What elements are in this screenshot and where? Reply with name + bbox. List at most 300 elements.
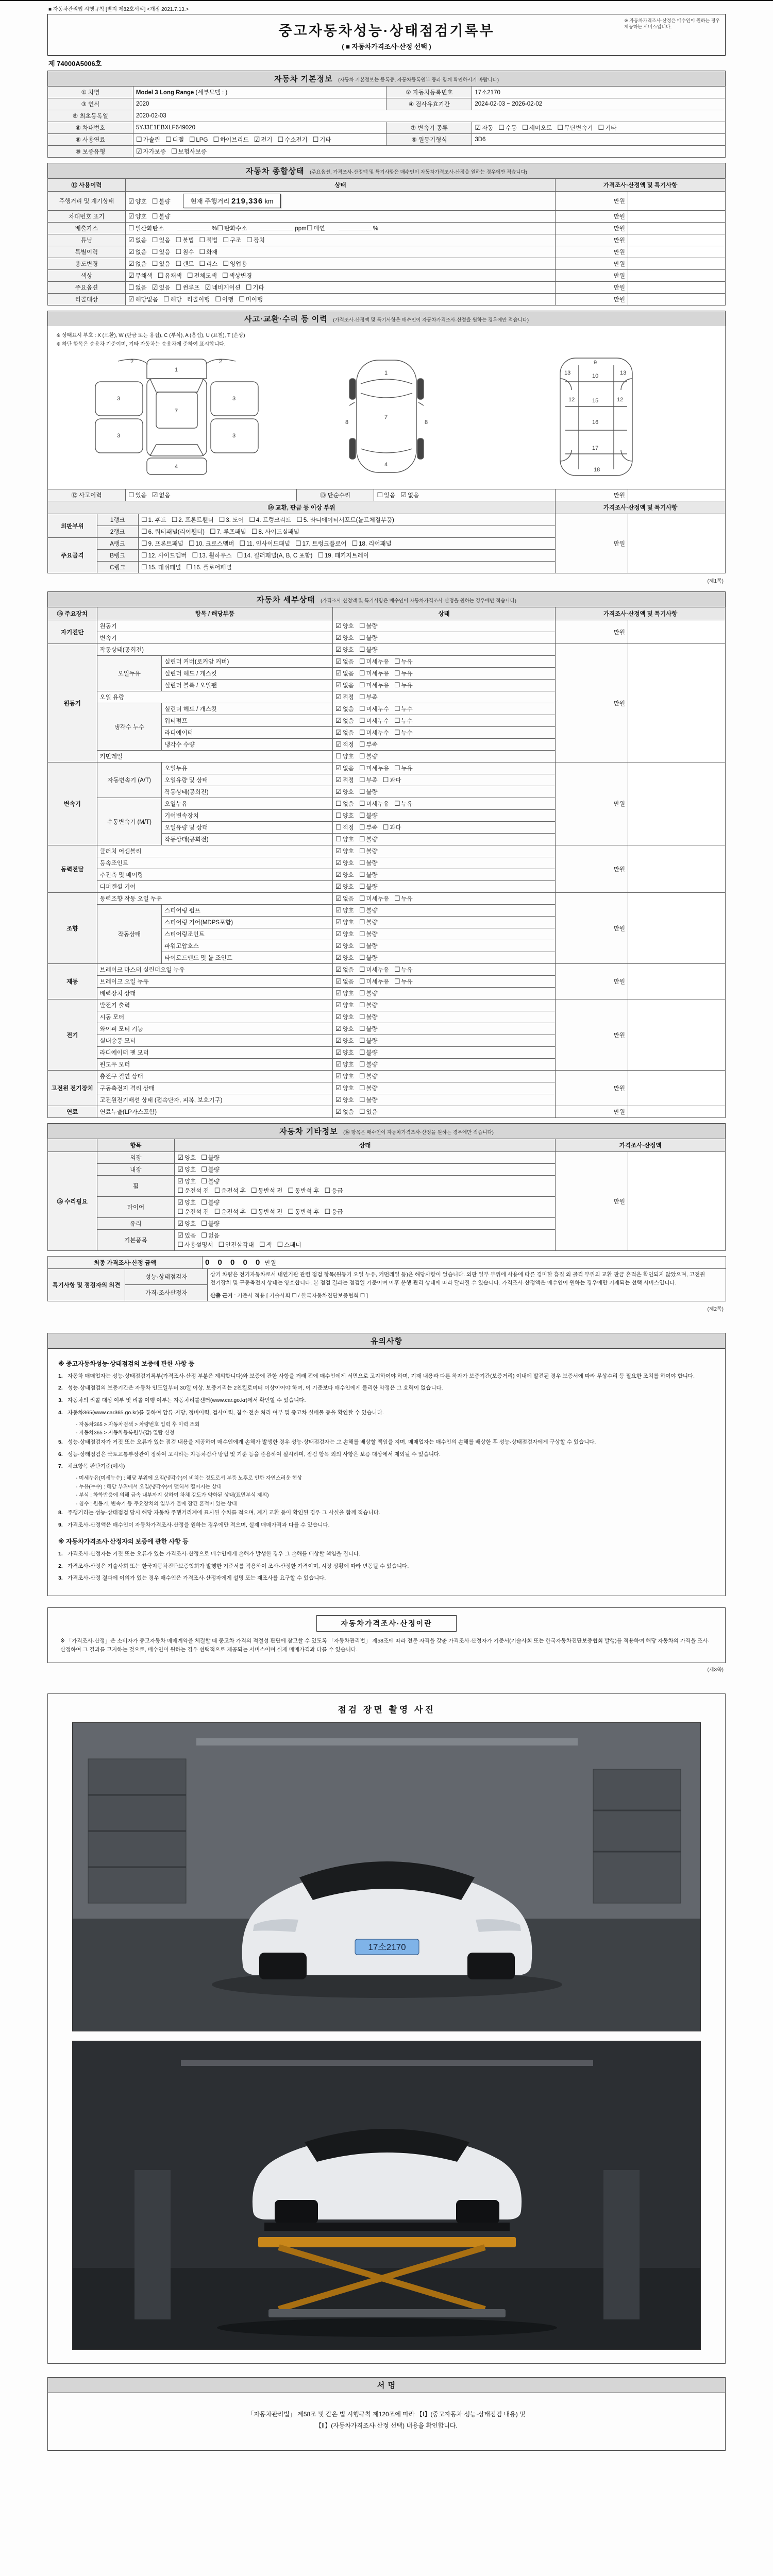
checkbox-checked-icon: ☑: [335, 1096, 342, 1104]
checkbox-option[interactable]: ☑ 없음: [335, 705, 354, 713]
notice-subitem: - 자동차365 > 자동차검색 > 차량번호 입력 후 이력 조회: [76, 1421, 200, 1428]
checkbox-checked-icon: ☑: [152, 491, 158, 499]
checkbox-option[interactable]: ☐ 잭: [259, 1241, 272, 1248]
checkbox-option[interactable]: ☐ 색상변경: [222, 272, 252, 279]
svg-text:3: 3: [232, 396, 236, 402]
simple-repair-label: ⑬ 단순수리: [296, 489, 374, 501]
checkbox-icon: ☐: [359, 1037, 365, 1044]
checkbox-option[interactable]: ☐ 불량: [359, 1084, 378, 1092]
checkbox-option[interactable]: ☐ 운전석 전: [177, 1187, 209, 1194]
checkbox-option[interactable]: ☐ 불량: [359, 811, 378, 819]
checkbox-checked-icon: ☑: [335, 1048, 342, 1056]
checkbox-icon: ☐: [359, 622, 365, 630]
checkbox-option[interactable]: ☐ 기타: [245, 283, 264, 291]
checkbox-option[interactable]: ☐ 5. 라디에이터서포트(볼트체결부품): [296, 516, 394, 523]
checkbox-option[interactable]: ☐ 누유: [394, 764, 413, 772]
checkbox-option[interactable]: ☐ 없음: [335, 800, 354, 807]
checkbox-option[interactable]: ☑ 양호: [335, 1037, 354, 1044]
checkbox-option[interactable]: ☑ 없음: [335, 977, 354, 985]
checkbox-icon: ☐: [199, 248, 206, 256]
checkbox-option[interactable]: ☐ 양호: [335, 835, 354, 843]
checkbox-option[interactable]: ☑ 양호: [335, 1001, 354, 1009]
checkbox-option[interactable]: ☑ 무채색: [128, 272, 153, 279]
checkbox-option[interactable]: ☐ 기타: [598, 124, 617, 131]
checkbox-option[interactable]: ☐ 누유: [394, 669, 413, 677]
checkbox-option[interactable]: ☑ 없음: [335, 657, 354, 665]
price-cell: 만원: [556, 294, 628, 306]
notice-item-number: 4.: [58, 1409, 63, 1416]
checkbox-option[interactable]: ☐ 미이행: [239, 295, 263, 303]
checkbox-option[interactable]: ☐ 있음: [152, 260, 171, 267]
checkbox-icon: ☐: [498, 124, 505, 131]
checkbox-option[interactable]: ☑ 양호: [177, 1154, 196, 1161]
checkbox-option[interactable]: ☐ 불량: [152, 197, 171, 205]
checkbox-option[interactable]: ☐ 불량: [152, 212, 171, 220]
checkbox-option[interactable]: ☐ 부족: [359, 823, 378, 831]
notice-item-number: 2.: [58, 1385, 63, 1392]
checkbox-option[interactable]: ☑ 양호: [335, 1072, 354, 1080]
checkbox-checked-icon: ☑: [128, 260, 135, 267]
checkbox-option[interactable]: ☑ 양호: [335, 1048, 354, 1056]
state-cell: [332, 881, 555, 893]
checkbox-icon: ☐: [335, 835, 342, 843]
checkbox-option[interactable]: ☑ 양호: [128, 197, 147, 205]
checkbox-option[interactable]: ☑ 양호: [177, 1198, 196, 1206]
inspection-photo-front-image: [73, 1723, 700, 2031]
checkbox-option[interactable]: ☐ 13. 휠하우스: [192, 551, 232, 559]
checkbox-option[interactable]: ☐ 불량: [359, 634, 378, 641]
state-cell: [332, 834, 555, 845]
checkbox-option[interactable]: ☑ 양호: [335, 622, 354, 630]
notice-item-text: 자동차의 리콜 대상 여부 및 리콜 이행 여부는 자동차리콜센터(www.car.go.kr)에서 확인할 수 있습니다.: [68, 1397, 306, 1404]
checkbox-option[interactable]: ☐ 불량: [201, 1198, 220, 1206]
checkbox-icon: ☐: [237, 551, 243, 559]
checkbox-option[interactable]: ☐ 부족: [359, 740, 378, 748]
col-price: 가격조사·산정액 및 특기사항: [556, 607, 726, 620]
rank-items: [138, 514, 555, 526]
usage-item-label: 차대번호 표기: [48, 211, 126, 223]
checkbox-icon: ☐: [187, 272, 193, 279]
checkbox-option[interactable]: ☐ 누유: [394, 657, 413, 665]
checkbox-option[interactable]: ☑ 양호: [177, 1177, 196, 1185]
checkbox-icon: ☐: [359, 989, 365, 997]
checkbox-option[interactable]: ☐ 불량: [201, 1165, 220, 1173]
note-cell: [628, 644, 725, 762]
checkbox-option[interactable]: ☐ 썬루프: [175, 283, 200, 291]
checkbox-option[interactable]: ☑ 양호: [335, 918, 354, 926]
checkbox-option[interactable]: ☐ 미세누유: [359, 764, 389, 772]
checkbox-option[interactable]: ☐ 운전석 전: [177, 1208, 209, 1215]
checkbox-option[interactable]: ☐ 누유: [394, 800, 413, 807]
price-cell: 만원: [556, 489, 628, 501]
checkbox-option[interactable]: ☐ 리스: [199, 260, 218, 267]
checkbox-option[interactable]: ☑ 양호: [177, 1219, 196, 1227]
detail-state-table: [47, 607, 726, 1118]
checkbox-option[interactable]: ☐ 19. 패키지트레이: [317, 551, 369, 559]
checkbox-option[interactable]: ☐ LPG: [189, 135, 208, 143]
input-blank[interactable]: [177, 224, 210, 230]
checkbox-icon: ☐: [359, 1060, 365, 1068]
first-reg-label: ⑤ 최초등록일: [48, 110, 133, 122]
checkbox-option[interactable]: ☐ 사용설명서: [177, 1241, 213, 1248]
notice-item-number: 1.: [58, 1550, 63, 1557]
checkbox-option[interactable]: ☐ 불법: [175, 236, 194, 244]
checkbox-option[interactable]: ☐ 있음: [128, 491, 147, 499]
item-label: 오일 유량: [97, 691, 332, 703]
checkbox-option[interactable]: ☐ 불량: [359, 1072, 378, 1080]
checkbox-option[interactable]: ☐ 불량: [359, 883, 378, 890]
checkbox-option[interactable]: ☐ 있음: [152, 236, 171, 244]
checkbox-option[interactable]: ☐ 있음: [359, 1108, 378, 1115]
checkbox-option[interactable]: ☐ 불량: [359, 871, 378, 878]
checkbox-option[interactable]: ☐ 불량: [359, 930, 378, 938]
checkbox-option[interactable]: ☐ 미세누유: [359, 681, 389, 689]
checkbox-option[interactable]: ☑ 양호: [335, 883, 354, 890]
checkbox-option[interactable]: ☑ 있음: [152, 283, 171, 291]
checkbox-icon: ☐: [163, 295, 170, 303]
device-group-label: 자기진단: [48, 620, 97, 644]
checkbox-option[interactable]: ☑ 양호: [335, 634, 354, 641]
checkbox-option[interactable]: ☐ 불량: [201, 1154, 220, 1161]
checkbox-option[interactable]: ☐ 매연: [306, 224, 325, 232]
note-cell: [628, 1106, 725, 1118]
item-label: 추진축 및 베어링: [97, 869, 332, 881]
checkbox-option[interactable]: ☐ 양호: [335, 752, 354, 760]
checkbox-option[interactable]: ☑ 없음: [335, 717, 354, 724]
checkbox-option[interactable]: ☐ 불량: [359, 1096, 378, 1104]
checkbox-icon: ☐: [157, 272, 164, 279]
table-row: [48, 122, 726, 134]
item-label: 등속조인트: [97, 857, 332, 869]
checkbox-option[interactable]: ☐ 불량: [359, 1025, 378, 1032]
checkbox-option[interactable]: ☐ 불량: [359, 1048, 378, 1056]
checkbox-checked-icon: ☑: [475, 124, 481, 131]
checkbox-option[interactable]: ☐ 누유: [394, 894, 413, 902]
checkbox-option[interactable]: ☐ 미세누유: [359, 657, 389, 665]
checkbox-icon: ☐: [335, 752, 342, 760]
checkbox-icon: ☐: [394, 977, 400, 985]
table-row: [48, 110, 726, 122]
checkbox-option[interactable]: ☐ 누수: [394, 728, 413, 736]
checkbox-icon: ☐: [359, 835, 365, 843]
checkbox-option[interactable]: ☑ 양호: [335, 1060, 354, 1068]
checkbox-option[interactable]: ☐ 불량: [359, 906, 378, 914]
checkbox-icon: ☐: [215, 295, 221, 303]
checkbox-option[interactable]: ☑ 없음: [128, 248, 147, 256]
inspection-value: 2024-02-03 ~ 2026-02-02: [472, 98, 726, 110]
checkbox-option[interactable]: ☐ 누수: [394, 705, 413, 713]
checkbox-option[interactable]: ☑ 양호: [335, 1084, 354, 1092]
checkbox-option[interactable]: ☐ 미세누유: [359, 894, 389, 902]
plate-label: ② 자동차등록번호: [386, 87, 472, 98]
checkbox-option[interactable]: ☑ 네비게이션: [205, 283, 241, 291]
etc-item-label: 기본품목: [97, 1230, 175, 1251]
checkbox-option[interactable]: ☐ 응급: [324, 1208, 343, 1215]
checkbox-option[interactable]: ☑ 없음: [128, 236, 147, 244]
checkbox-option[interactable]: ☐ 불량: [359, 954, 378, 961]
transmission-label: ⑦ 변속기 종류: [386, 122, 472, 134]
checkbox-option[interactable]: ☑ 양호: [335, 942, 354, 950]
checkbox-option[interactable]: ☐ 불량: [359, 1060, 378, 1068]
checkbox-option[interactable]: ☐ 보험사보증: [171, 147, 207, 155]
unit-label: ppm: [295, 226, 307, 232]
checkbox-option[interactable]: ☑ 양호: [177, 1165, 196, 1173]
checkbox-option[interactable]: ☐ 부족: [359, 776, 378, 784]
svg-text:7: 7: [175, 408, 178, 414]
checkbox-option[interactable]: ☐ 안전삼각대: [218, 1241, 254, 1248]
checkbox-option[interactable]: ☐ 16. 플로어패널: [186, 563, 232, 571]
item-label: 타이로드엔드 및 볼 조인트: [162, 952, 333, 964]
checkbox-option[interactable]: ☐ 미세누수: [359, 717, 389, 724]
subgroup-label: 냉각수 누수: [97, 703, 162, 751]
checkbox-option[interactable]: ☐ 있음: [152, 248, 171, 256]
item-label: 구동축전지 격리 상태: [97, 1082, 332, 1094]
checkbox-option[interactable]: ☐ 불량: [359, 1013, 378, 1021]
item-label: 변속기: [97, 632, 332, 644]
section-accident-note: (가격조사·산정액 및 특기사항은 매수인이 자동차가격조사·산정을 원하는 경우에만 적습니다): [333, 317, 529, 323]
state-cell: [175, 1230, 556, 1251]
checkbox-option[interactable]: ☑ 양호: [335, 646, 354, 653]
notice-item-number: 9.: [58, 1521, 63, 1528]
checkbox-option[interactable]: ☑ 있음: [177, 1231, 196, 1239]
checkbox-option[interactable]: ☐ 8. 사이드실패널: [251, 528, 299, 535]
checkbox-option[interactable]: ☐ 누유: [394, 977, 413, 985]
checkbox-checked-icon: ☑: [335, 681, 342, 689]
checkbox-option[interactable]: ☐ 불량: [201, 1177, 220, 1185]
checkbox-option[interactable]: ☐ 운전석 후: [214, 1208, 246, 1215]
checkbox-option[interactable]: ☐ 수동: [498, 124, 517, 131]
checkbox-option[interactable]: ☐ 있음: [377, 491, 396, 499]
note-cell: [628, 234, 725, 246]
price-cell: 만원: [556, 234, 628, 246]
checkbox-icon: ☐: [382, 776, 389, 784]
checkbox-option[interactable]: ☐ 동반석 전: [250, 1208, 283, 1215]
usage-item-label: 색상: [48, 270, 126, 282]
checkbox-option[interactable]: ☐ 탄화수소: [217, 224, 247, 232]
checkbox-option[interactable]: ☐ 구조: [223, 236, 242, 244]
checkbox-option[interactable]: ☑ 양호: [335, 1013, 354, 1021]
checkbox-option[interactable]: ☐ 누유: [394, 681, 413, 689]
checkbox-option[interactable]: ☐ 불량: [359, 835, 378, 843]
overall-state-table: [47, 178, 726, 306]
subgroup-label: 자동변속기 (A/T): [97, 762, 162, 798]
checkbox-icon: ☐: [245, 283, 252, 291]
item-label: 브레이크 마스터 실린더오일 누유: [97, 964, 332, 976]
signature-line-1: 「자동차관리법」 제58조 및 같은 법 시행규칙 제120조에 따라 【Ⅰ】(중고자동차 성능·상태점검 내용) 및: [247, 2410, 526, 2418]
checkbox-option[interactable]: ☑ 없음: [335, 965, 354, 973]
checkbox-option[interactable]: ☐ 7. 루프패널: [209, 528, 246, 535]
item-label: 발전기 출력: [97, 999, 332, 1011]
input-blank[interactable]: [260, 224, 293, 230]
checkbox-option[interactable]: ☐ 불량: [359, 1037, 378, 1044]
checkbox-option[interactable]: ☐ 3. 도어: [219, 516, 244, 523]
checkbox-option[interactable]: ☐ 세미오토: [522, 124, 552, 131]
checkbox-option[interactable]: ☑ 없음: [335, 1108, 354, 1115]
checkbox-option[interactable]: ☐ 화재: [199, 248, 218, 256]
checkbox-option[interactable]: ☐ 15. 대쉬패널: [141, 563, 181, 571]
checkbox-option[interactable]: ☐ 운전석 후: [214, 1187, 246, 1194]
checkbox-option[interactable]: ☐ 미세누수: [359, 728, 389, 736]
checkbox-option[interactable]: ☐ 불량: [359, 646, 378, 653]
checkbox-option[interactable]: ☐ 과다: [382, 776, 401, 784]
notice-subtitle: ※ 중고자동차성능·상태점검의 보증에 관한 사항 등: [58, 1360, 195, 1367]
checkbox-option[interactable]: ☐ 누수: [394, 717, 413, 724]
checkbox-option[interactable]: ☐ 미세누유: [359, 800, 389, 807]
checkbox-option[interactable]: ☑ 해당없음: [128, 295, 158, 303]
checkbox-option[interactable]: ☐ 미세누유: [359, 965, 389, 973]
checkbox-option[interactable]: ☑ 없음: [335, 669, 354, 677]
checkbox-option[interactable]: ☐ 유채색: [157, 272, 182, 279]
checkbox-option[interactable]: ☐ 없음: [201, 1231, 220, 1239]
input-blank[interactable]: [339, 224, 372, 230]
item-label: 작동상태(공회전): [162, 786, 333, 798]
checkbox-option[interactable]: ☐ 불량: [359, 989, 378, 997]
checkbox-option[interactable]: ☐ 불량: [359, 859, 378, 867]
checkbox-option[interactable]: ☑ 양호: [335, 930, 354, 938]
price-cell: 만원: [556, 1106, 628, 1118]
checkbox-icon: ☐: [359, 740, 365, 748]
checkbox-option[interactable]: ☐ 불량: [359, 847, 378, 855]
notice-item: [58, 1384, 715, 1393]
checkbox-option[interactable]: ☐ 14. 필러패널(A, B, C 포함): [237, 551, 313, 559]
item-label: 윈도우 모터: [97, 1059, 332, 1071]
detail-row: [48, 620, 726, 632]
checkbox-option[interactable]: ☐ 이행: [215, 295, 234, 303]
checkbox-option[interactable]: ☐ 9. 프론트패널: [141, 539, 183, 547]
checkbox-option[interactable]: ☐ 하이브리드: [213, 135, 249, 143]
item-label: 커먼레일: [97, 751, 332, 762]
detail-row: [48, 762, 726, 774]
checkbox-option[interactable]: ☐ 침수: [175, 248, 194, 256]
svg-text:9: 9: [594, 360, 597, 366]
checkbox-option[interactable]: ☑ 적정: [335, 740, 354, 748]
simple-repair-options: [374, 489, 556, 501]
checkbox-option[interactable]: ☐ 응급: [324, 1187, 343, 1194]
checkbox-option[interactable]: ☐ 17. 트렁크플로어: [295, 539, 347, 547]
checkbox-option[interactable]: ☑ 양호: [128, 212, 147, 220]
checkbox-option[interactable]: ☐ 불량: [359, 788, 378, 795]
checkbox-option[interactable]: ☑ 전기: [254, 135, 273, 143]
checkbox-option[interactable]: ☐ 10. 크로스멤버: [188, 539, 234, 547]
checkbox-icon: ☐: [359, 1072, 365, 1080]
checkbox-option[interactable]: ☑ 양호: [335, 871, 354, 878]
checkbox-option[interactable]: ☐ 불량: [359, 1001, 378, 1009]
checkbox-option[interactable]: ☑ 양호: [335, 1096, 354, 1104]
checkbox-option[interactable]: ☐ 불량: [201, 1219, 220, 1227]
checkbox-option[interactable]: ☐ 전체도색: [187, 272, 217, 279]
plate-value: 17소2170: [472, 87, 726, 98]
checkbox-option[interactable]: ☑ 없음: [335, 764, 354, 772]
checkbox-option[interactable]: ☐ 6. 쿼터패널(리어휀더): [141, 528, 205, 535]
checkbox-icon: ☐: [222, 272, 228, 279]
checkbox-option[interactable]: ☑ 양호: [335, 989, 354, 997]
checkbox-option[interactable]: ☐ 적정: [335, 823, 354, 831]
checkbox-option[interactable]: ☑ 양호: [335, 906, 354, 914]
checkbox-option[interactable]: ☐ 11. 인사이드패널: [239, 539, 290, 547]
checkbox-option[interactable]: ☑ 없음: [335, 894, 354, 902]
checkbox-option[interactable]: ☑ 자동: [475, 124, 494, 131]
checkbox-option[interactable]: ☐ 렌트: [175, 260, 194, 267]
checkbox-option[interactable]: ☐ 불량: [359, 622, 378, 630]
checkbox-option[interactable]: ☐ 일산화탄소: [128, 224, 164, 232]
opinion-text: 상기 차량은 전기자동차로서 내연기관 관련 점검 항목(원동기 오일 누유, 커먼레일 등)은 해당사항이 없습니다. 외판 일부 부위에 사용에 따른 경미한 흠집 외 골격 부위의 교환·판금 흔적은 확인되지 않았으며, 고전원 전기장치 및 구동축전지 상태는 양호합니다. 본 점검 결과는 점검일 기준이며 이후 운행·관리 상태에 따라 달라질 수 있습니다. 가격조사·산정액은 매수인이 원하는 경우에만 기재되는 선택 서비스입니다.: [210, 1272, 705, 1286]
checkbox-option[interactable]: ☑ 없음: [335, 681, 354, 689]
signature-line-2: 【Ⅱ】(자동차가격조사·산정 선택) 내용을 확인합니다.: [315, 2422, 458, 2430]
checkbox-option[interactable]: ☐ 장치: [246, 236, 265, 244]
checkbox-option[interactable]: ☑ 양호: [335, 847, 354, 855]
device-group-label: 전기: [48, 999, 97, 1071]
usage-history-row: [48, 282, 726, 294]
checkbox-icon: ☐: [394, 717, 400, 724]
checkbox-option[interactable]: ☐ 1. 후드: [141, 516, 166, 523]
checkbox-option[interactable]: ☑ 양호: [335, 954, 354, 961]
checkbox-checked-icon: ☑: [128, 295, 135, 303]
checkbox-option[interactable]: ☐ 디젤: [165, 135, 184, 143]
state-cell: [332, 917, 555, 928]
checkbox-option[interactable]: ☐ 기타: [312, 135, 331, 143]
checkbox-option[interactable]: ☐ 불량: [359, 752, 378, 760]
checkbox-option[interactable]: ☐ 동반석 후: [288, 1187, 320, 1194]
page-group-1: [47, 71, 726, 573]
item-label: 오일누유: [162, 762, 333, 774]
checkbox-option[interactable]: ☐ 2. 프론트휀더: [171, 516, 214, 523]
checkbox-option[interactable]: ☑ 없음: [400, 491, 419, 499]
checkbox-option[interactable]: ☐ 불량: [359, 918, 378, 926]
checkbox-option[interactable]: ☐ 없음: [128, 283, 147, 291]
checkbox-icon: ☐: [359, 764, 365, 772]
device-group-label: 고전원 전기장치: [48, 1071, 97, 1106]
checkbox-option[interactable]: ☑ 없음: [335, 728, 354, 736]
checkbox-option[interactable]: ☑ 없음: [128, 260, 147, 267]
checkbox-option[interactable]: ☐ 미세누수: [359, 705, 389, 713]
checkbox-option[interactable]: ☐ 미세누유: [359, 669, 389, 677]
checkbox-option[interactable]: ☐ 누유: [394, 965, 413, 973]
section-basic-title: 자동차 기본정보: [274, 75, 333, 83]
checkbox-option[interactable]: ☐ 과다: [382, 823, 401, 831]
checkbox-option[interactable]: ☑ 양호: [335, 788, 354, 795]
checkbox-option[interactable]: ☐ 미세누유: [359, 977, 389, 985]
checkbox-option[interactable]: ☑ 적정: [335, 776, 354, 784]
checkbox-option[interactable]: ☐ 동반석 후: [288, 1208, 320, 1215]
item-label: 실린더 헤드 / 개스킷: [162, 703, 333, 715]
checkbox-option[interactable]: ☐ 적법: [199, 236, 218, 244]
checkbox-option[interactable]: ☐ 무단변속기: [557, 124, 593, 131]
checkbox-option[interactable]: ☑ 양호: [335, 1025, 354, 1032]
checkbox-icon: ☐: [177, 1187, 183, 1194]
checkbox-option[interactable]: ☐ 동반석 전: [250, 1187, 283, 1194]
checkbox-option[interactable]: ☐ 불량: [359, 942, 378, 950]
checkbox-option[interactable]: ☐ 가솔린: [136, 135, 160, 143]
col-price: 가격조사·산정액 및 특기사항: [556, 179, 726, 192]
checkbox-option[interactable]: ☑ 양호: [335, 859, 354, 867]
checkbox-option[interactable]: ☐ 영업용: [223, 260, 247, 267]
checkbox-option[interactable]: ☐ 수소전기: [277, 135, 308, 143]
checkbox-option[interactable]: ☑ 없음: [152, 491, 171, 499]
svg-text:10: 10: [592, 373, 599, 379]
checkbox-option[interactable]: ☐ 4. 트렁크리드: [249, 516, 292, 523]
state-cell: [175, 1218, 556, 1230]
checkbox-option[interactable]: ☐ 부족: [359, 693, 378, 701]
checkbox-option[interactable]: ☐ 해당: [163, 295, 182, 303]
checkbox-option[interactable]: ☑ 적정: [335, 693, 354, 701]
checkbox-option[interactable]: ☐ 18. 리어패널: [351, 539, 392, 547]
checkbox-option[interactable]: ☐ 양호: [335, 811, 354, 819]
checkbox-option[interactable]: ☑ 자가보증: [136, 147, 166, 155]
checkbox-option[interactable]: ☐ 12. 사이드멤버: [141, 551, 187, 559]
notice-item-text: 주행거리는 성능·상태점검 당시 해당 자동차 주행거리계에 표시된 수치를 적으며, 계기 교환 등이 확인된 경우 그 사실을 함께 적습니다.: [68, 1510, 380, 1516]
checkbox-option[interactable]: ☐ 스패너: [277, 1241, 301, 1248]
notice-item-text: 성능·상태점검은 국토교통부장관이 정하여 고시하는 자동차검사 방법 및 기준 등을 준용하여 실시하며, 점검 항목 외의 사항은 보증 대상에서 제외될 수 있습니다.: [68, 1451, 441, 1458]
